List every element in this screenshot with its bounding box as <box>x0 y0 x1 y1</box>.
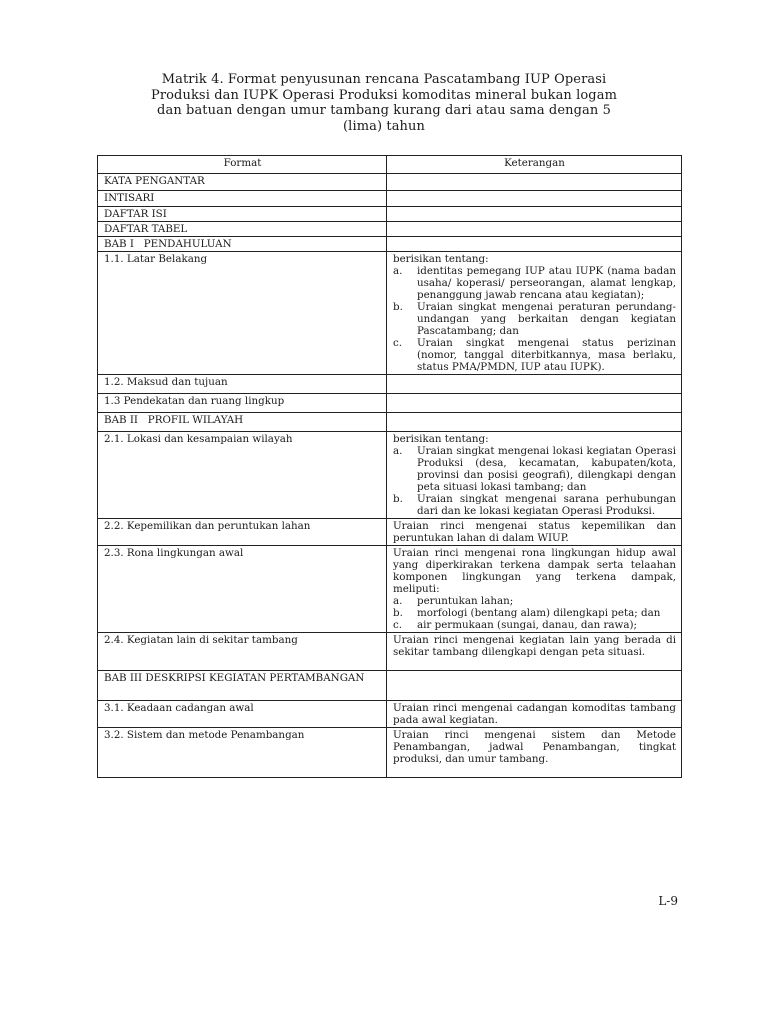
row-format: 2.2. Kepemilikan dan peruntukan lahan <box>98 519 387 546</box>
row-format: BAB I PENDAHULUAN <box>98 237 387 252</box>
row-format: 3.2. Sistem dan metode Penambangan <box>98 728 387 778</box>
list-text: Uraian singkat mengenai peraturan perundang-undangan yang berkaitan dengan kegiatan Pascatambang; dan <box>417 301 676 337</box>
table-row <box>98 375 682 394</box>
row-format: DAFTAR ISI <box>98 207 387 222</box>
list-marker: b. <box>393 607 403 619</box>
list-item <box>393 445 676 493</box>
table-row <box>98 671 682 701</box>
table-row <box>98 519 682 546</box>
list-marker: b. <box>393 493 403 505</box>
table-row <box>98 207 682 222</box>
list-item <box>393 301 676 337</box>
table-row <box>98 237 682 252</box>
title-line: Produksi dan IUPK Operasi Produksi komoditas mineral bukan logam <box>150 87 618 103</box>
table-row <box>98 728 682 778</box>
list-marker: c. <box>393 619 403 631</box>
row-format: BAB III DESKRIPSI KEGIATAN PERTAMBANGAN <box>98 671 387 701</box>
keterangan-list <box>393 595 676 631</box>
list-text: identitas pemegang IUP atau IUPK (nama badan usaha/ koperasi/ perseorangan, alamat lengkap, penanggung jawab rencana atau kegiatan); <box>417 265 676 301</box>
list-item <box>393 607 676 619</box>
list-item <box>393 493 676 517</box>
list-text: morfologi (bentang alam) dilengkapi peta; dan <box>417 607 661 619</box>
row-keterangan <box>387 413 682 432</box>
row-keterangan <box>387 174 682 191</box>
row-keterangan <box>387 375 682 394</box>
table-header-row <box>98 156 682 174</box>
table-row <box>98 191 682 207</box>
title-line: (lima) tahun <box>343 118 425 134</box>
row-keterangan <box>387 394 682 413</box>
keterangan-intro: Uraian rinci mengenai rona lingkungan hidup awal yang diperkirakan terkena dampak serta telaahan komponen lingkungan yang terkena dampak, meliputi: <box>393 547 676 595</box>
table-row <box>98 394 682 413</box>
row-keterangan <box>387 671 682 701</box>
row-keterangan: Uraian rinci mengenai cadangan komoditas tambang pada awal kegiatan. <box>387 701 682 728</box>
list-text: Uraian singkat mengenai sarana perhubungan dari dan ke lokasi kegiatan Operasi Produksi. <box>417 493 676 517</box>
list-marker: a. <box>393 595 403 607</box>
row-format: BAB II PROFIL WILAYAH <box>98 413 387 432</box>
header-format: Format <box>98 156 387 174</box>
list-marker: c. <box>393 337 403 349</box>
row-format: 1.3 Pendekatan dan ruang lingkup <box>98 394 387 413</box>
row-keterangan <box>387 191 682 207</box>
row-keterangan: Uraian rinci mengenai kegiatan lain yang berada di sekitar tambang dilengkapi dengan peta situasi. <box>387 633 682 671</box>
row-format: DAFTAR TABEL <box>98 222 387 237</box>
row-format: 1.1. Latar Belakang <box>98 252 387 375</box>
list-item <box>393 265 676 301</box>
row-keterangan <box>387 207 682 222</box>
header-keterangan: Keterangan <box>387 156 682 174</box>
table-row <box>98 413 682 432</box>
keterangan-list <box>393 265 676 373</box>
table-row <box>98 174 682 191</box>
format-matrix-table <box>97 155 682 778</box>
row-keterangan: Uraian rinci mengenai status kepemilikan dan peruntukan lahan di dalam WIUP. <box>387 519 682 546</box>
table-row <box>98 252 682 375</box>
list-text: Uraian singkat mengenai status perizinan (nomor, tanggal diterbitkannya, masa berlaku, status PMA/PMDN, IUP atau IUPK). <box>417 337 676 373</box>
list-text: air permukaan (sungai, danau, dan rawa); <box>417 619 638 631</box>
row-keterangan <box>387 546 682 633</box>
row-format: 2.1. Lokasi dan kesampaian wilayah <box>98 432 387 519</box>
keterangan-intro: berisikan tentang: <box>393 433 489 445</box>
document-title <box>110 72 658 134</box>
row-keterangan <box>387 252 682 375</box>
title-line: Matrik 4. Format penyusunan rencana Pascatambang IUP Operasi <box>161 72 607 87</box>
list-text: Uraian singkat mengenai lokasi kegiatan Operasi Produksi (desa, kecamatan, kabupaten/kota, provinsi dan posisi geografi), dilengkapi dengan peta situasi lokasi tambang; dan <box>417 445 676 493</box>
row-format: 2.4. Kegiatan lain di sekitar tambang <box>98 633 387 671</box>
keterangan-intro: berisikan tentang: <box>393 253 489 265</box>
list-text: peruntukan lahan; <box>417 595 514 607</box>
row-keterangan <box>387 222 682 237</box>
page-number: L-9 <box>658 894 678 908</box>
table-row <box>98 701 682 728</box>
row-format: 2.3. Rona lingkungan awal <box>98 546 387 633</box>
list-item <box>393 595 676 607</box>
table-row <box>98 222 682 237</box>
row-keterangan: Uraian rinci mengenai sistem dan Metode Penambangan, jadwal Penambangan, tingkat produksi, dan umur tambang. <box>387 728 682 778</box>
table-row <box>98 546 682 633</box>
list-item <box>393 337 676 373</box>
table-row <box>98 432 682 519</box>
row-format: INTISARI <box>98 191 387 207</box>
row-format: 3.1. Keadaan cadangan awal <box>98 701 387 728</box>
list-item <box>393 619 676 631</box>
list-marker: b. <box>393 301 403 313</box>
row-keterangan <box>387 432 682 519</box>
row-keterangan <box>387 237 682 252</box>
row-format: KATA PENGANTAR <box>98 174 387 191</box>
list-marker: a. <box>393 445 403 457</box>
keterangan-list <box>393 445 676 517</box>
title-line: dan batuan dengan umur tambang kurang dari atau sama dengan 5 <box>157 103 611 118</box>
table-row <box>98 633 682 671</box>
list-marker: a. <box>393 265 403 277</box>
row-format: 1.2. Maksud dan tujuan <box>98 375 387 394</box>
